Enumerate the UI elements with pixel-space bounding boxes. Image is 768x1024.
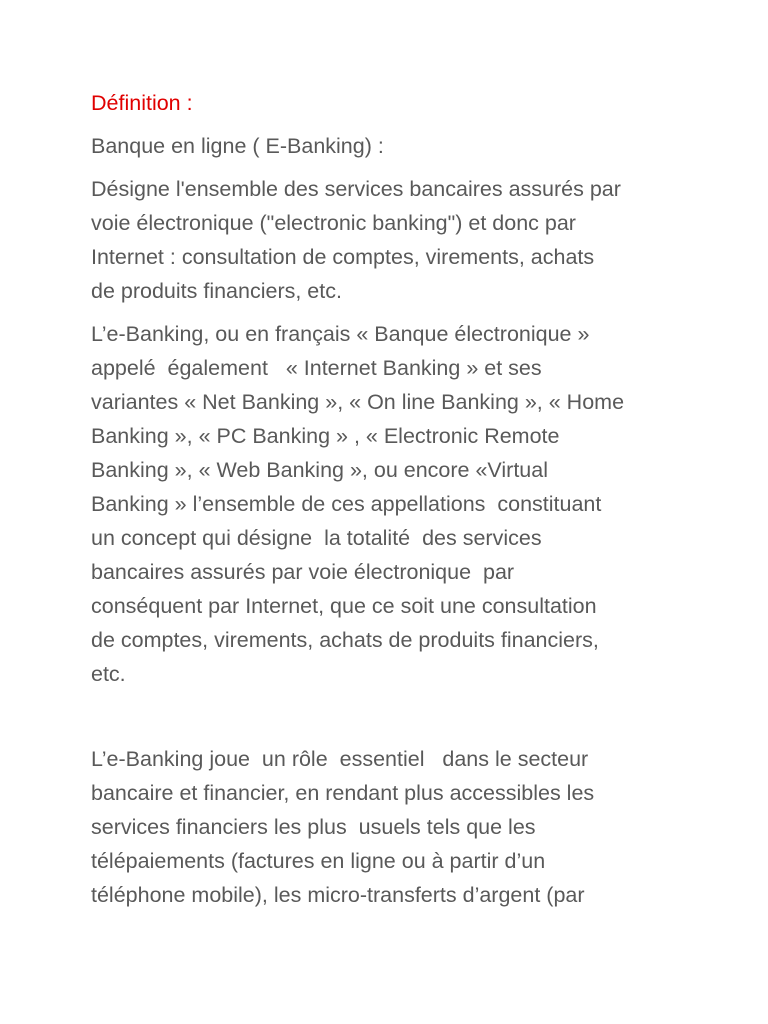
spacer (91, 691, 691, 742)
definition-heading: Définition : (91, 91, 193, 115)
text-line: L’e-Banking, ou en français « Banque électronique » (91, 322, 590, 346)
text-line: L’e-Banking joue un rôle essentiel dans le secteur (91, 747, 589, 771)
text-line: Banking », « PC Banking » , « Electronic Remote (91, 424, 560, 448)
text-line: voie électronique ("electronic banking") et donc par (91, 211, 576, 235)
text-line: de produits financiers, etc. (91, 279, 342, 303)
text-line: conséquent par Internet, que ce soit une consultation (91, 594, 597, 618)
spacer (91, 308, 691, 317)
subheading-text: Banque en ligne ( E-Banking) : (91, 134, 384, 158)
text-line: Banking » l’ensemble de ces appellations constituant (91, 492, 602, 516)
text-line: un concept qui désigne la totalité des services (91, 526, 542, 550)
text-line: télépaiements (factures en ligne ou à partir d’un (91, 849, 546, 873)
text-line: Désigne l'ensemble des services bancaires assurés par (91, 177, 621, 201)
text-line: appelé également « Internet Banking » et ses (91, 356, 542, 380)
text-line: bancaire et financier, en rendant plus accessibles les (91, 781, 595, 805)
paragraph-definition (91, 172, 691, 308)
spacer (91, 163, 691, 172)
paragraph-role (91, 742, 691, 912)
text-line: téléphone mobile), les micro-transferts d’argent (par (91, 883, 585, 907)
text-line: de comptes, virements, achats de produits financiers, (91, 628, 599, 652)
paragraph-appellations (91, 317, 691, 691)
text-line: bancaires assurés par voie électronique par (91, 560, 515, 584)
subheading (91, 129, 691, 163)
text-line: services financiers les plus usuels tels que les (91, 815, 536, 839)
text-line: Banking », « Web Banking », ou encore «Virtual (91, 458, 548, 482)
text-line: Internet : consultation de comptes, virements, achats (91, 245, 595, 269)
spacer (91, 120, 691, 129)
document-page (91, 86, 691, 912)
text-line: variantes « Net Banking », « On line Banking », « Home (91, 390, 625, 414)
text-line: etc. (91, 662, 126, 686)
